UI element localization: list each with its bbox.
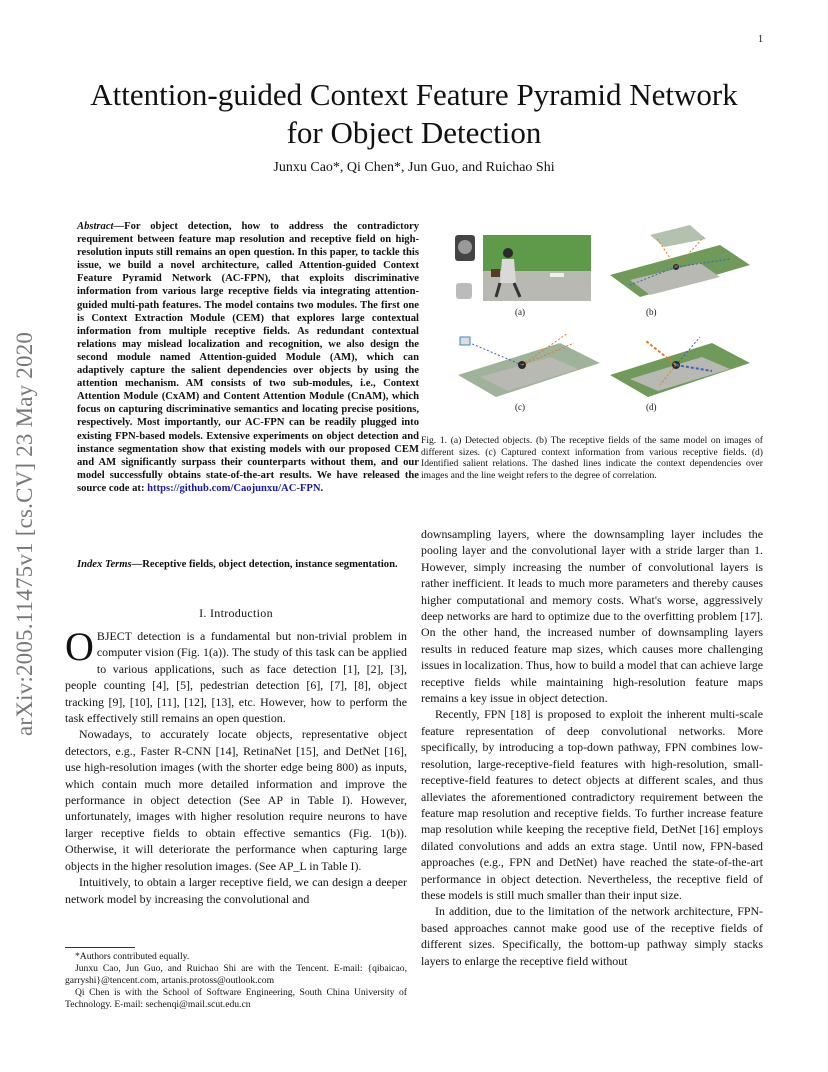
figure-1-illustration [450, 225, 750, 415]
abstract-end: . [320, 482, 324, 494]
footnote-3: Qi Chen is with the School of Software Engineering, South China University of Technology. E-mail: sechenqi@mail.scut.edu.cn [65, 987, 407, 1010]
arxiv-stamp: arXiv:2005.11475v1 [cs.CV] 23 May 2020 [12, 331, 37, 736]
section-heading: I. Introduction [199, 606, 273, 620]
intro-p1-text: BJECT detection is a fundamental but non-trivial problem in computer vision (Fig. 1(a)). The study of this task can be applied to various applications, such as face detection [1], [2], [3], people counting [4], [5], pedestrian detection [6], [7], [8], object tracking [9], [10], [11], [12], [13], etc. However, how to perform the task effectively still remains an open question. [65, 629, 407, 726]
panel-label-b: (b) [646, 307, 657, 317]
right-paragraph-2: Recently, FPN [18] is proposed to exploit the inherent multi-scale feature representation of deep convolutional networks. More specifically, by introducing a top-down pathway, FPN combines low-resolution, large-receptive-field features with high-resolution, small-receptive-field features to detect objects at different scales, and thus alleviates the aforementioned contradictory requirement between the feature map resolution and receptive fields. To further increase feature map resolution while keeping the receptive field, DetNet [16] employs dilated convolutions and adds an extra stage. Until now, FPN-based approaches (e.g., FPN and DetNet) have reached the state-of-the-art performance in object detection. Nevertheless, the receptive field of these models is still much smaller than their input size. [421, 707, 763, 902]
panel-label-a: (a) [515, 307, 525, 317]
index-terms-text: —Receptive fields, object detection, instance segmentation. [131, 559, 398, 570]
index-terms [65, 558, 419, 571]
intro-paragraph-2: Nowadays, to accurately locate objects, representative object detectors, e.g., Faster R-CNN [14], RetinaNet [15], and DetNet [16], use high-resolution images (with the shorter edge being 800) as inputs, which contain much more detailed information and improve the performance in object detection (See AP in Table I). However, unfortunately, images with higher resolution require neurons to have larger receptive fields to obtain effective semantics (Fig. 1(b)). Otherwise, it will deteriorate the performance when capturing large objects in the higher resolution images. (See AP_L in Table I). [65, 727, 407, 873]
figure-1 [450, 225, 750, 435]
footnote-2: Junxu Cao, Jun Guo, and Ruichao Shi are with the Tencent. E-mail: {qibaicao, garryshi}@tencent.com, artanis.protoss@outlook.com [65, 963, 407, 986]
source-code-link[interactable]: https://github.com/Caojunxu/AC-FPN [147, 482, 321, 494]
introduction-text [65, 624, 407, 907]
panel-label-c: (c) [515, 402, 525, 412]
dropcap: O [65, 624, 94, 669]
page-number: 1 [758, 34, 763, 45]
title-line-2: for Object Detection [286, 115, 542, 150]
index-terms-label: Index Terms [77, 559, 132, 570]
intro-paragraph-3: Intuitively, to obtain a larger receptive field, we can design a deeper network model by increasing the convolutional and [65, 875, 407, 906]
panel-d-salient-relations [610, 337, 750, 397]
title-line-1: Attention-guided Context Feature Pyramid Network [90, 77, 738, 112]
footnote-rule [65, 947, 135, 948]
right-column-text [421, 526, 763, 969]
abstract-text: —For object detection, how to address the contradictory requirement between feature map resolution and receptive field on high-resolution inputs still remains an open question. In this paper, to tackle this issue, we build a novel architecture, called Attention-guided Context Feature Pyramid Network (AC-FPN), that exploits discriminative information from various large receptive fields via integrating attention-guided multi-path features. The model contains two modules. The first one is Context Extraction Module (CEM) that explores large contextual information from multiple receptive fields. As redundant contextual relations may mislead localization and recognition, we also design the second module named Attention-guided Module (AM), which can adaptively capture the salient dependencies over objects by using the attention mechanism. AM consists of two sub-modules, i.e., Context Attention Module (CxAM) and Content Attention Module (CnAM), which focus on capturing discriminative semantics and locating precise positions, respectively. Most importantly, our AC-FPN can be readily plugged into existing FPN-based models. Extensive experiments on object detection and instance segmentation show that existing models with our proposed CEM and AM significantly surpass their counterparts without them, and our model successfully obtains state-of-the-art results. We have released the source code at: [77, 221, 419, 494]
paper-title [60, 76, 768, 152]
right-paragraph-1: downsampling layers, where the downsampling layer includes the pooling layer and the convolutional layer with a stride larger than 1. However, simply increasing the number of convolutional layers is rather inefficient. It leads to much more parameters and thereby causes higher computational and memory costs. What's worse, aggressively deep networks are hard to optimize due to the overfitting problem [17]. On the other hand, the increased number of downsampling layers results in reduced feature map sizes, which causes more challenging issues in localization. Thus, how to build a model that can achieve large receptive fields while maintaining high-resolution feature maps remains a key issue in object detection. [421, 527, 763, 706]
footnotes [65, 951, 407, 1011]
panel-a-detected-objects [455, 235, 591, 301]
right-paragraph-3: In addition, due to the limitation of the network architecture, FPN-based approaches cannot make good use of the receptive fields of different sizes. Specifically, the bottom-up pathway simply stacks layers to enlarge the receptive field without [421, 904, 763, 968]
abstract [65, 220, 419, 495]
intro-paragraph-1 [65, 624, 407, 726]
footnote-1: *Authors contributed equally. [75, 951, 190, 962]
panel-b-receptive-fields [610, 225, 750, 297]
figure-caption: Fig. 1. (a) Detected objects. (b) The receptive fields of the same model on images of different sizes. (c) Captured context information from various receptive fields. (d) Identified salient relations. The dashed lines indicate the context dependencies over images and the line weight refers to the degree of correlation. [421, 435, 763, 481]
panel-label-d: (d) [646, 402, 657, 412]
authors: Junxu Cao*, Qi Chen*, Jun Guo, and Ruichao Shi [273, 160, 555, 175]
panel-c-context-information [458, 333, 600, 397]
abstract-label: Abstract [77, 221, 114, 232]
